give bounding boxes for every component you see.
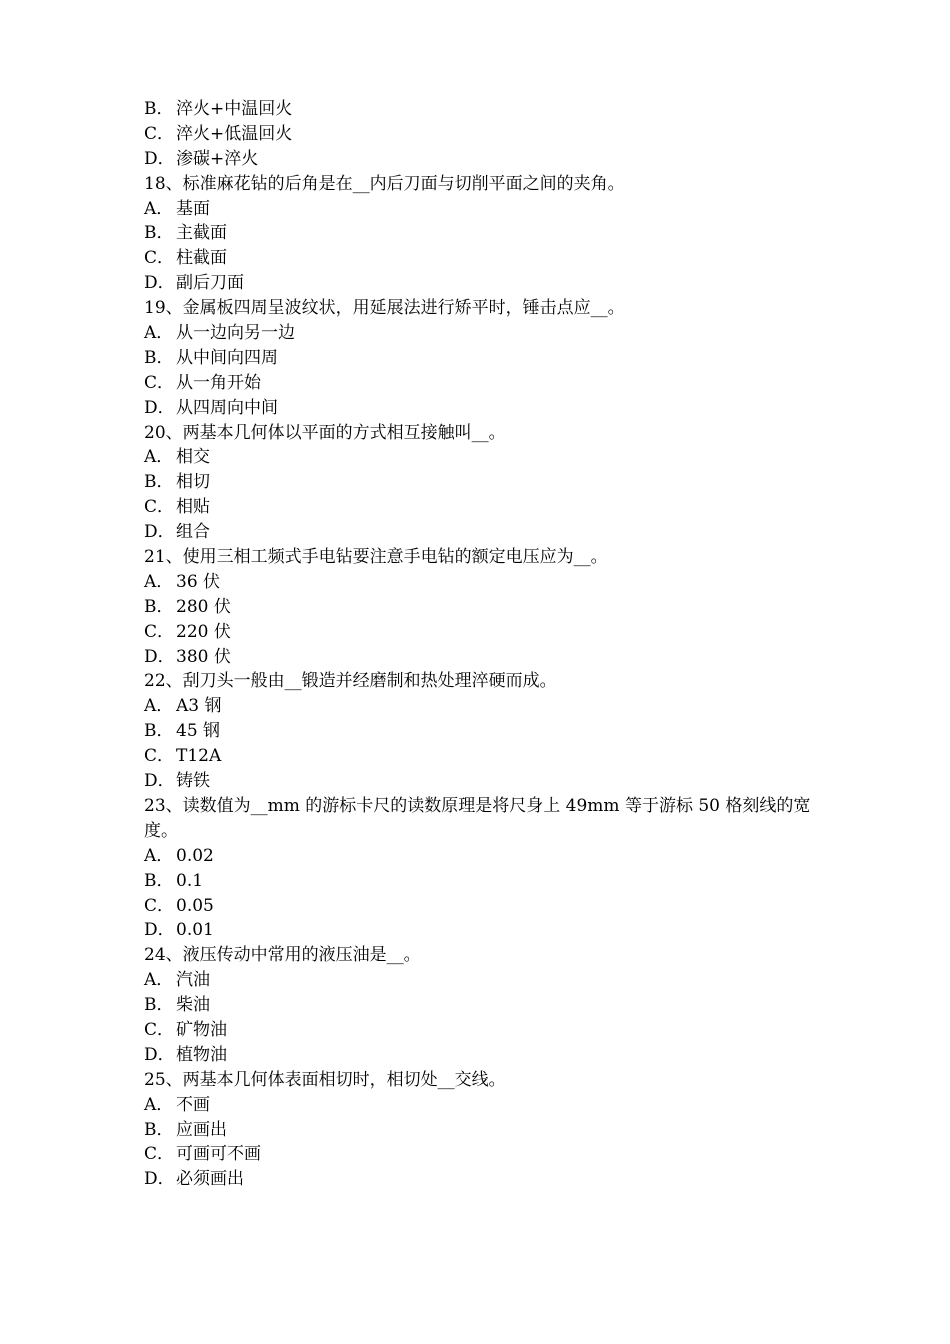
- option-key: B．: [144, 472, 174, 493]
- option-key: C．: [144, 895, 175, 916]
- option-key: B．: [144, 1119, 174, 1140]
- option-text: 矿物油: [176, 1019, 227, 1040]
- question-text: [144, 794, 814, 844]
- option-key: D．: [144, 148, 175, 169]
- answer-option: [144, 769, 814, 794]
- option-key: A．: [144, 696, 174, 717]
- option-text: 相切: [176, 472, 210, 493]
- option-text: A3 钢: [176, 696, 222, 717]
- option-text: 主截面: [176, 223, 227, 244]
- option-key: D．: [144, 522, 175, 543]
- answer-option: [144, 371, 814, 396]
- question-text: [144, 545, 814, 570]
- option-text: 可画可不画: [176, 1144, 261, 1165]
- answer-option: [144, 122, 814, 147]
- answer-option: [144, 620, 814, 645]
- answer-option: [144, 918, 814, 943]
- answer-option: [144, 1118, 814, 1143]
- answer-option: [144, 246, 814, 271]
- option-text: 380 伏: [176, 646, 231, 667]
- option-text: 36 伏: [176, 571, 221, 592]
- answer-option: [144, 719, 814, 744]
- option-text: 汽油: [176, 970, 210, 991]
- option-text: 从中间向四周: [176, 347, 278, 368]
- option-key: D．: [144, 273, 175, 294]
- option-key: C．: [144, 248, 175, 269]
- question-body: 21、使用三相工频式手电钻要注意手电钻的额定电压应为__。: [144, 547, 608, 568]
- option-text: 铸铁: [176, 771, 210, 792]
- question-text: [144, 421, 814, 446]
- answer-option: [144, 1043, 814, 1068]
- answer-option: [144, 197, 814, 222]
- answer-option: [144, 694, 814, 719]
- answer-option: [144, 396, 814, 421]
- option-key: D．: [144, 1044, 175, 1065]
- option-key: B．: [144, 995, 174, 1016]
- question-text: [144, 669, 814, 694]
- answer-option: [144, 595, 814, 620]
- answer-option: [144, 844, 814, 869]
- answer-option: [144, 570, 814, 595]
- question-body: 18、标准麻花钻的后角是在__内后刀面与切削平面之间的夹角。: [144, 173, 625, 194]
- answer-option: [144, 1018, 814, 1043]
- option-key: A．: [144, 323, 174, 344]
- question-text: [144, 296, 814, 321]
- option-key: B．: [144, 223, 174, 244]
- option-key: A．: [144, 1094, 174, 1115]
- answer-option: [144, 869, 814, 894]
- option-text: 应画出: [176, 1119, 227, 1140]
- option-text: 必须画出: [176, 1169, 244, 1190]
- answer-option: [144, 495, 814, 520]
- answer-option: [144, 894, 814, 919]
- question-body: 24、液压传动中常用的液压油是__。: [144, 945, 421, 966]
- question-body: 20、两基本几何体以平面的方式相互接触叫__。: [144, 422, 506, 443]
- question-body: 25、两基本几何体表面相切时，相切处__交线。: [144, 1069, 506, 1090]
- option-text: 不画: [176, 1094, 210, 1115]
- option-text: 淬火+中温回火: [176, 99, 293, 119]
- option-text: 从一角开始: [176, 372, 261, 393]
- answer-option: [144, 445, 814, 470]
- option-text: 从四周向中间: [176, 397, 278, 418]
- option-key: D．: [144, 646, 175, 667]
- answer-option: [144, 744, 814, 769]
- option-key: B．: [144, 870, 174, 891]
- option-key: B．: [144, 721, 174, 742]
- option-key: D．: [144, 771, 175, 792]
- option-text: 0.1: [176, 870, 204, 891]
- answer-option: [144, 1093, 814, 1118]
- option-text: 组合: [176, 522, 210, 543]
- answer-option: [144, 346, 814, 371]
- question-body: 22、刮刀头一般由__锻造并经磨制和热处理淬硬而成。: [144, 671, 557, 692]
- option-key: A．: [144, 571, 174, 592]
- question-list: [144, 97, 814, 1192]
- option-text: 柴油: [176, 995, 210, 1016]
- option-text: 280 伏: [176, 596, 231, 617]
- option-text: 植物油: [176, 1044, 227, 1065]
- option-key: B．: [144, 99, 174, 119]
- answer-option: [144, 993, 814, 1018]
- option-text: 基面: [176, 198, 210, 219]
- option-text: 淬火+低温回火: [176, 123, 293, 144]
- option-key: C．: [144, 1144, 175, 1165]
- option-key: D．: [144, 920, 175, 941]
- option-text: 220 伏: [176, 621, 231, 642]
- answer-option: [144, 221, 814, 246]
- question-text: [144, 1068, 814, 1093]
- option-key: C．: [144, 123, 175, 144]
- option-text: 0.05: [176, 895, 214, 916]
- option-text: 45 钢: [176, 721, 221, 742]
- option-key: A．: [144, 198, 174, 219]
- option-key: C．: [144, 621, 175, 642]
- option-key: A．: [144, 845, 174, 866]
- answer-option: [144, 968, 814, 993]
- option-text: 从一边向另一边: [176, 323, 295, 344]
- question-text: [144, 172, 814, 197]
- answer-option: [144, 271, 814, 296]
- option-key: B．: [144, 347, 174, 368]
- option-text: 副后刀面: [176, 273, 244, 294]
- answer-option: [144, 645, 814, 670]
- answer-option: [144, 147, 814, 172]
- answer-option: [144, 321, 814, 346]
- option-key: B．: [144, 596, 174, 617]
- option-text: 柱截面: [176, 248, 227, 269]
- option-text: 0.01: [176, 920, 214, 941]
- option-key: C．: [144, 746, 175, 767]
- option-key: D．: [144, 1169, 175, 1190]
- option-text: 0.02: [176, 845, 214, 866]
- option-key: A．: [144, 447, 174, 468]
- option-text: T12A: [176, 746, 222, 767]
- option-key: A．: [144, 970, 174, 991]
- answer-option: [144, 1142, 814, 1167]
- question-body: 19、金属板四周呈波纹状，用延展法进行矫平时，锤击点应__。: [144, 298, 625, 319]
- option-text: 相贴: [176, 497, 210, 518]
- option-key: C．: [144, 372, 175, 393]
- answer-option: [144, 97, 814, 122]
- answer-option: [144, 1167, 814, 1192]
- option-text: 渗碳+淬火: [176, 148, 259, 169]
- question-text: [144, 943, 814, 968]
- option-key: C．: [144, 497, 175, 518]
- option-key: C．: [144, 1019, 175, 1040]
- answer-option: [144, 520, 814, 545]
- option-text: 相交: [176, 447, 210, 468]
- question-body: 23、读数值为__mm 的游标卡尺的读数原理是将尺身上 49mm 等于游标 50 格刻线的宽度。: [144, 795, 811, 841]
- option-key: D．: [144, 397, 175, 418]
- answer-option: [144, 470, 814, 495]
